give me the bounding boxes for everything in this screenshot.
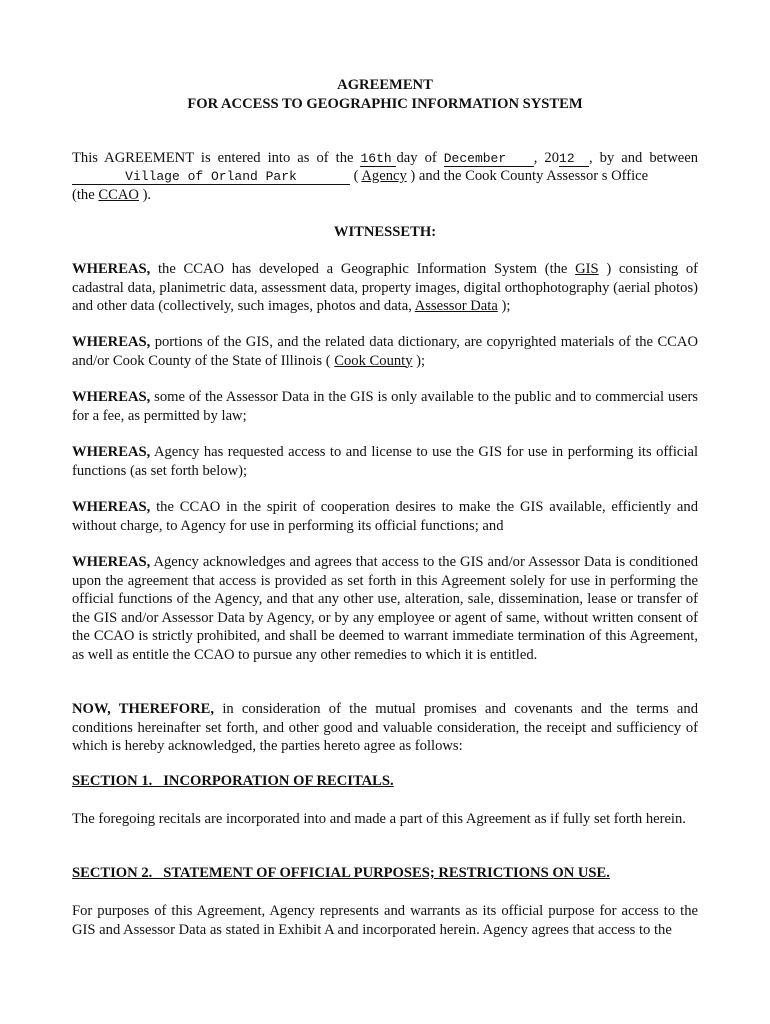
recital-text: ); xyxy=(501,298,511,315)
intro-text: ). xyxy=(142,187,152,203)
intro-text: This AGREEMENT is entered into as of the xyxy=(72,150,354,166)
whereas-label: WHEREAS, xyxy=(72,334,151,350)
intro-text: , 20 xyxy=(533,150,560,166)
recital-text: some of the Assessor Data in the GIS is only available to the public and to commercial users for a fee, as permitted by law; xyxy=(72,389,698,424)
section-2-text: For purposes of this Agreement, Agency represents and warrants as its official purpose for access to the GIS and Assessor Data as stated in Exhibit A and incorporated herein. Agency agrees that access to the xyxy=(72,903,698,938)
intro-text: day of xyxy=(396,150,437,166)
intro-line-2 xyxy=(72,167,698,185)
intro-text: , by and between xyxy=(589,150,698,166)
section-1-text: The foregoing recitals are incorporated into and made a part of this Agreement as if fully set forth herein. xyxy=(72,811,686,827)
intro-text: (the xyxy=(72,187,95,203)
day-field[interactable]: 16th xyxy=(360,152,396,167)
whereas-label: WHEREAS, xyxy=(72,261,151,277)
year-field[interactable]: 12 xyxy=(559,152,589,167)
intro-text: ) and the Cook County Assessor s Office xyxy=(410,168,649,184)
title-line-1: AGREEMENT xyxy=(337,77,433,93)
intro-line-1 xyxy=(72,149,698,167)
recital-1 xyxy=(72,260,698,316)
recital-5 xyxy=(72,498,698,535)
title-line-2: FOR ACCESS TO GEOGRAPHIC INFORMATION SYSTEM xyxy=(187,96,583,112)
recital-text: Agency has requested access to and license to use the GIS for use in performing its official functions (as set forth below); xyxy=(72,444,698,479)
intro-text: ( xyxy=(353,168,359,184)
cook-county-term: Cook County xyxy=(334,352,413,369)
month-field[interactable]: December xyxy=(444,152,534,167)
party-name-field[interactable]: Village of Orland Park xyxy=(72,170,350,185)
whereas-label: WHEREAS, xyxy=(72,389,151,405)
whereas-label: WHEREAS, xyxy=(72,499,151,515)
gis-term: GIS xyxy=(575,261,599,277)
recital-3 xyxy=(72,388,698,425)
recital-text: ); xyxy=(416,352,426,369)
now-therefore-text: in consideration of the mutual promises and covenants and the terms and conditions hereinafter set forth, and other good and valuable consideration, the receipt and sufficiency of which is hereby acknowledged, the parties hereto agree as follows: xyxy=(72,701,698,755)
now-therefore-paragraph xyxy=(72,700,698,756)
recital-text: ) consisting of cadastral data, planimetric data, assessment data, property images, digital orthophotography (aerial photos) and other data (collectively, such images, photos and data, xyxy=(72,261,698,315)
agency-term: Agency xyxy=(361,168,407,184)
recital-text: the CCAO has developed a Geographic Information System (the xyxy=(157,261,568,277)
now-therefore-label: NOW, THEREFORE, xyxy=(72,701,215,717)
recital-6 xyxy=(72,553,698,665)
ccao-term: CCAO xyxy=(98,187,139,203)
assessor-data-term: Assessor Data xyxy=(414,298,498,315)
section-1-heading: SECTION 1. INCORPORATION OF RECITALS. xyxy=(72,773,394,789)
whereas-label: WHEREAS, xyxy=(72,444,151,460)
witnesseth-heading: WITNESSETH: xyxy=(333,224,437,240)
recital-text: portions of the GIS, and the related data dictionary, are copyrighted materials of the CCAO and/or Cook County of the State of Illinois ( xyxy=(72,334,698,369)
recital-text: Agency acknowledges and agrees that access to the GIS and/or Assessor Data is conditioned upon the agreement that access is provided as set forth in this Agreement solely for use in performing the official functions of the Agency, and that any other use, alteration, sale, dissemination, lease or transfer of the GIS and/or Assessor Data by Agency, or by any employee or agent of same, without written consent of the CCAO is strictly prohibited, and shall be deemed to warrant immediate termination of this Agreement, as well as entitle the CCAO to pursue any other remedies to which it is entitled. xyxy=(72,554,699,663)
section-2-heading: SECTION 2. STATEMENT OF OFFICIAL PURPOSES; RESTRICTIONS ON USE. xyxy=(72,865,610,881)
recital-text: the CCAO in the spirit of cooperation desires to make the GIS available, efficiently and without charge, to Agency for use in performing its official functions; and xyxy=(72,499,698,534)
recital-2 xyxy=(72,333,698,370)
intro-line-3 xyxy=(72,186,698,204)
whereas-label: WHEREAS, xyxy=(72,554,151,570)
recital-4 xyxy=(72,443,698,480)
